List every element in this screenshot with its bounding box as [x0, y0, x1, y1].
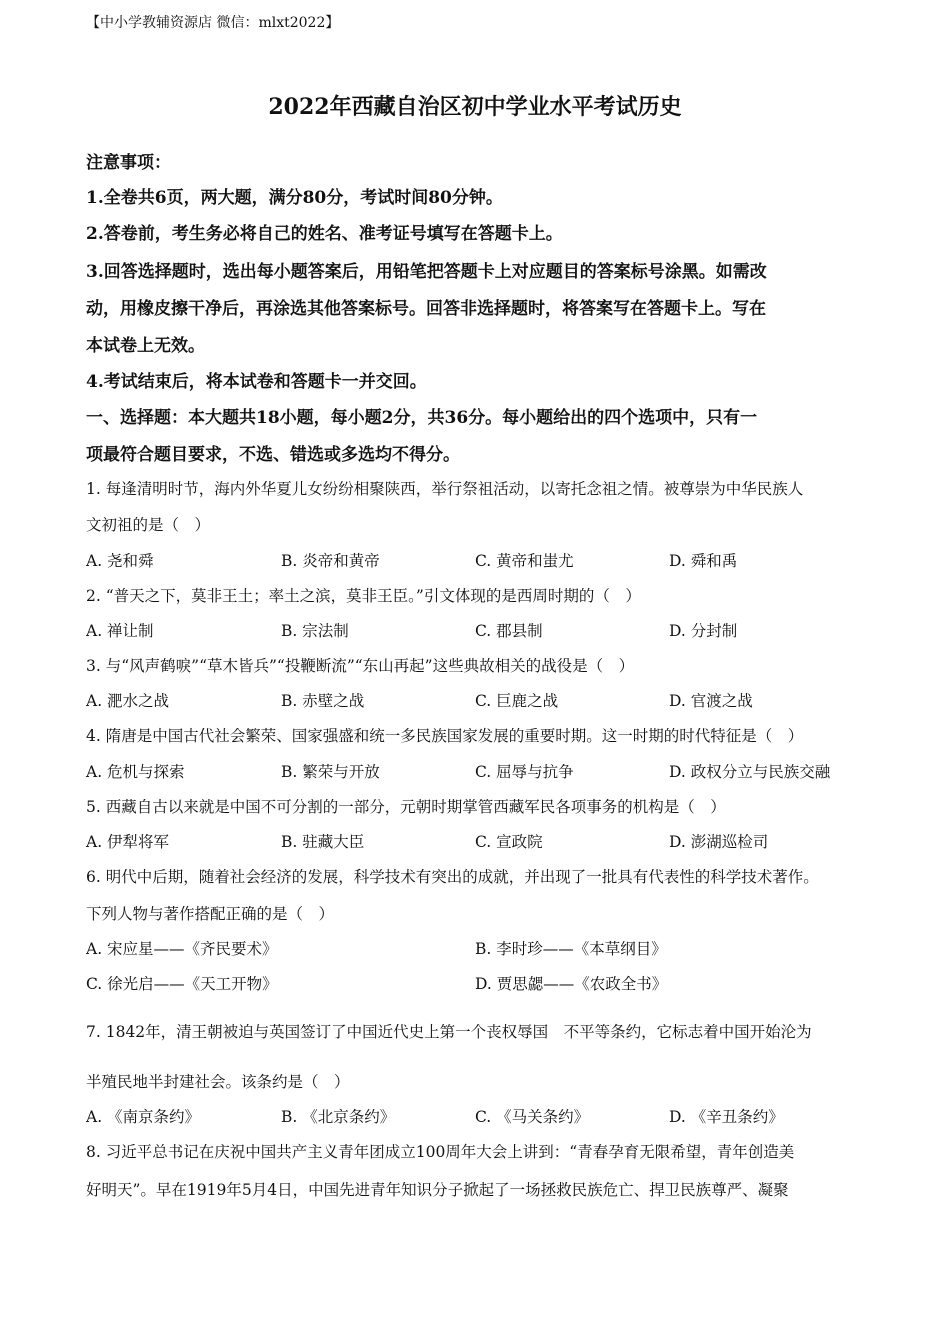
q1-option-c: C. 黄帝和蚩尤	[475, 552, 574, 570]
notes-heading: 注意事项：	[86, 153, 171, 173]
note-4: 4.考试结束后，将本试卷和答题卡一并交回。	[86, 372, 427, 392]
q7-option-d: D. 《辛丑条约》	[669, 1108, 784, 1126]
q3-option-c: C. 巨鹿之战	[475, 692, 559, 710]
q6-option-b: B. 李时珍——《本草纲目》	[475, 940, 667, 958]
q2-option-b: B. 宗法制	[281, 622, 349, 640]
q3-option-d: D. 官渡之战	[669, 692, 753, 710]
note-3-line-1: 3.回答选择题时，选出每小题答案后，用铅笔把答题卡上对应题目的答案标号涂黑。如需改	[86, 262, 767, 282]
section-1-line-1: 一、选择题：本大题共18小题，每小题2分，共36分。每小题给出的四个选项中，只有一	[86, 408, 758, 428]
q6-option-a: A. 宋应星——《齐民要术》	[86, 940, 278, 958]
q2-option-c: C. 郡县制	[475, 622, 543, 640]
q1-option-a: A. 尧和舜	[86, 552, 154, 570]
q1-option-b: B. 炎帝和黄帝	[281, 552, 380, 570]
q3-option-a: A. 淝水之战	[86, 692, 170, 710]
q4-option-b: B. 繁荣与开放	[281, 763, 380, 781]
q5-option-b: B. 驻藏大臣	[281, 833, 365, 851]
q5-option-d: D. 澎湖巡检司	[669, 833, 769, 851]
question-7-line-1: 7. 1842年，清王朝被迫与英国签订了中国近代史上第一个丧权辱国 不平等条约，它标志着中国开始沦为	[86, 1023, 812, 1041]
q2-option-a: A. 禅让制	[86, 622, 154, 640]
q4-option-d: D. 政权分立与民族交融	[669, 763, 831, 781]
question-2: 2. “普天之下，莫非王土；率土之滨，莫非王臣。”引文体现的是西周时期的（ ）	[86, 587, 641, 605]
header-note: 【中小学教辅资源店 微信：mlxt2022】	[86, 15, 340, 31]
question-6-line-2: 下列人物与著作搭配正确的是（ ）	[86, 905, 335, 923]
question-3: 3. 与“风声鹤唳”“草木皆兵”“投鞭断流”“东山再起”这些典故相关的战役是（ ）	[86, 657, 635, 675]
question-1-line-2: 文初祖的是（ ）	[86, 516, 211, 534]
note-3-line-2: 动，用橡皮擦干净后，再涂选其他答案标号。回答非选择题时，将答案写在答题卡上。写在	[86, 299, 766, 319]
question-1-line-1: 1. 每逢清明时节，海内外华夏儿女纷纷相聚陕西，举行祭祖活动，以寄托念祖之情。被尊崇为中华民族人	[86, 480, 804, 498]
page-title: 2022年西藏自治区初中学业水平考试历史	[268, 94, 682, 120]
q7-option-a: A. 《南京条约》	[86, 1108, 201, 1126]
question-6-line-1: 6. 明代中后期，随着社会经济的发展，科学技术有突出的成就，并出现了一批具有代表性的科学技术著作。	[86, 868, 819, 886]
q2-option-d: D. 分封制	[669, 622, 738, 640]
q6-option-d: D. 贾思勰——《农政全书》	[475, 975, 668, 993]
note-1: 1.全卷共6页，两大题，满分80分，考试时间80分钟。	[86, 188, 503, 208]
q3-option-b: B. 赤壁之战	[281, 692, 365, 710]
q6-option-c: C. 徐光启——《天工开物》	[86, 975, 278, 993]
note-2: 2.答卷前，考生务必将自己的姓名、准考证号填写在答题卡上。	[86, 224, 563, 244]
q7-option-b: B. 《北京条约》	[281, 1108, 396, 1126]
question-8-line-2: 好明天”。早在1919年5月4日，中国先进青年知识分子掀起了一场拯救民族危亡、捍卫民族尊严、凝聚	[86, 1181, 789, 1199]
question-5: 5. 西藏自古以来就是中国不可分割的一部分，元朝时期掌管西藏军民各项事务的机构是（ ）	[86, 798, 726, 816]
note-3-line-3: 本试卷上无效。	[86, 336, 205, 356]
q7-option-c: C. 《马关条约》	[475, 1108, 590, 1126]
q5-option-c: C. 宣政院	[475, 833, 543, 851]
section-1-line-2: 项最符合题目要求，不选、错选或多选均不得分。	[86, 445, 460, 465]
question-8-line-1: 8. 习近平总书记在庆祝中国共产主义青年团成立100周年大会上讲到：“青春孕育无限希望，青年创造美	[86, 1143, 795, 1161]
q4-option-c: C. 屈辱与抗争	[475, 763, 574, 781]
question-4: 4. 隋唐是中国古代社会繁荣、国家强盛和统一多民族国家发展的重要时期。这一时期的时代特征是（ ）	[86, 727, 804, 745]
q4-option-a: A. 危机与探索	[86, 763, 185, 781]
question-7-line-2: 半殖民地半封建社会。该条约是（ ）	[86, 1073, 350, 1091]
q5-option-a: A. 伊犁将军	[86, 833, 170, 851]
q1-option-d: D. 舜和禹	[669, 552, 738, 570]
